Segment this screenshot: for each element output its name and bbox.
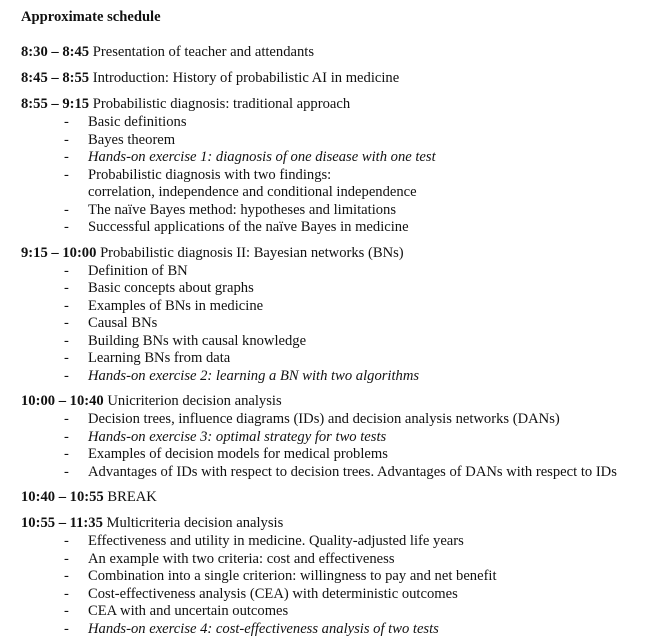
list-item: - Hands-on exercise 2: learning a BN with two algorithms — [21, 368, 646, 386]
document-title: Approximate schedule — [21, 9, 646, 27]
section-time: 8:45 – 8:55 — [21, 70, 89, 86]
dash-bullet: - — [64, 446, 69, 464]
dash-bullet: - — [64, 149, 69, 167]
dash-bullet: - — [64, 280, 69, 298]
section-title: Unicriterion decision analysis — [107, 393, 281, 409]
section-title: BREAK — [107, 489, 156, 505]
section-time: 8:55 – 9:15 — [21, 96, 89, 112]
section-title: Probabilistic diagnosis: traditional approach — [93, 96, 350, 112]
list-item: - Hands-on exercise 1: diagnosis of one disease with one test — [21, 149, 646, 167]
list-item-continuation: correlation, independence and conditional independence — [88, 184, 646, 202]
list-item: - Advantages of IDs with respect to decision trees. Advantages of DANs with respect to IDs — [21, 464, 646, 482]
section-time: 9:15 – 10:00 — [21, 245, 96, 261]
section-heading — [21, 44, 646, 62]
dash-bullet: - — [64, 533, 69, 551]
schedule-section — [21, 515, 646, 638]
list-item: - Examples of decision models for medical problems — [21, 446, 646, 464]
list-item: - Building BNs with causal knowledge — [21, 333, 646, 351]
list-item: - CEA with and uncertain outcomes — [21, 603, 646, 621]
dash-bullet: - — [64, 464, 69, 482]
list-item: - An example with two criteria: cost and effectiveness — [21, 551, 646, 569]
list-item: - The naïve Bayes method: hypotheses and limitations — [21, 202, 646, 220]
list-item: - Basic definitions — [21, 114, 646, 132]
section-time: 10:55 – 11:35 — [21, 515, 103, 531]
section-heading — [21, 489, 646, 507]
dash-bullet: - — [64, 298, 69, 316]
section-time: 10:00 – 10:40 — [21, 393, 104, 409]
list-item: - Basic concepts about graphs — [21, 280, 646, 298]
dash-bullet: - — [64, 368, 69, 386]
section-heading — [21, 96, 646, 114]
section-item-list — [21, 114, 646, 237]
list-item: - Combination into a single criterion: willingness to pay and net benefit — [21, 568, 646, 586]
list-item: - Hands-on exercise 4: cost-effectiveness analysis of two tests — [21, 621, 646, 638]
section-heading — [21, 393, 646, 411]
dash-bullet: - — [64, 202, 69, 220]
dash-bullet: - — [64, 114, 69, 132]
section-heading — [21, 515, 646, 533]
dash-bullet: - — [64, 621, 69, 638]
schedule-section — [21, 44, 646, 62]
list-item: - Cost-effectiveness analysis (CEA) with deterministic outcomes — [21, 586, 646, 604]
dash-bullet: - — [64, 350, 69, 368]
section-heading — [21, 245, 646, 263]
section-time: 8:30 – 8:45 — [21, 44, 89, 60]
section-heading — [21, 70, 646, 88]
section-item-list — [21, 533, 646, 638]
dash-bullet: - — [64, 586, 69, 604]
section-time: 10:40 – 10:55 — [21, 489, 104, 505]
list-item: - Examples of BNs in medicine — [21, 298, 646, 316]
dash-bullet: - — [64, 411, 69, 429]
list-item: - Causal BNs — [21, 315, 646, 333]
schedule-section — [21, 245, 646, 386]
dash-bullet: - — [64, 333, 69, 351]
dash-bullet: - — [64, 132, 69, 150]
dash-bullet: - — [64, 315, 69, 333]
dash-bullet: - — [64, 167, 69, 185]
schedule-section — [21, 70, 646, 88]
dash-bullet: - — [64, 568, 69, 586]
section-title: Multicriteria decision analysis — [107, 515, 284, 531]
section-item-list — [21, 411, 646, 481]
list-item: - Definition of BN — [21, 263, 646, 281]
schedule-section — [21, 489, 646, 507]
list-item: - Effectiveness and utility in medicine. Quality-adjusted life years — [21, 533, 646, 551]
schedule-section — [21, 96, 646, 237]
section-item-list — [21, 263, 646, 386]
dash-bullet: - — [64, 219, 69, 237]
dash-bullet: - — [64, 263, 69, 281]
list-item: - Probabilistic diagnosis with two findings: correlation, independence and conditional independence — [21, 167, 646, 202]
list-item: - Bayes theorem — [21, 132, 646, 150]
section-title: Introduction: History of probabilistic AI in medicine — [93, 70, 399, 86]
dash-bullet: - — [64, 551, 69, 569]
list-item: - Learning BNs from data — [21, 350, 646, 368]
dash-bullet: - — [64, 603, 69, 621]
schedule-section — [21, 393, 646, 481]
list-item: - Successful applications of the naïve Bayes in medicine — [21, 219, 646, 237]
section-title: Probabilistic diagnosis II: Bayesian networks (BNs) — [100, 245, 404, 261]
list-item: - Decision trees, influence diagrams (IDs) and decision analysis networks (DANs) — [21, 411, 646, 429]
dash-bullet: - — [64, 429, 69, 447]
list-item: - Hands-on exercise 3: optimal strategy for two tests — [21, 429, 646, 447]
schedule-document — [21, 9, 646, 638]
section-title: Presentation of teacher and attendants — [93, 44, 314, 60]
